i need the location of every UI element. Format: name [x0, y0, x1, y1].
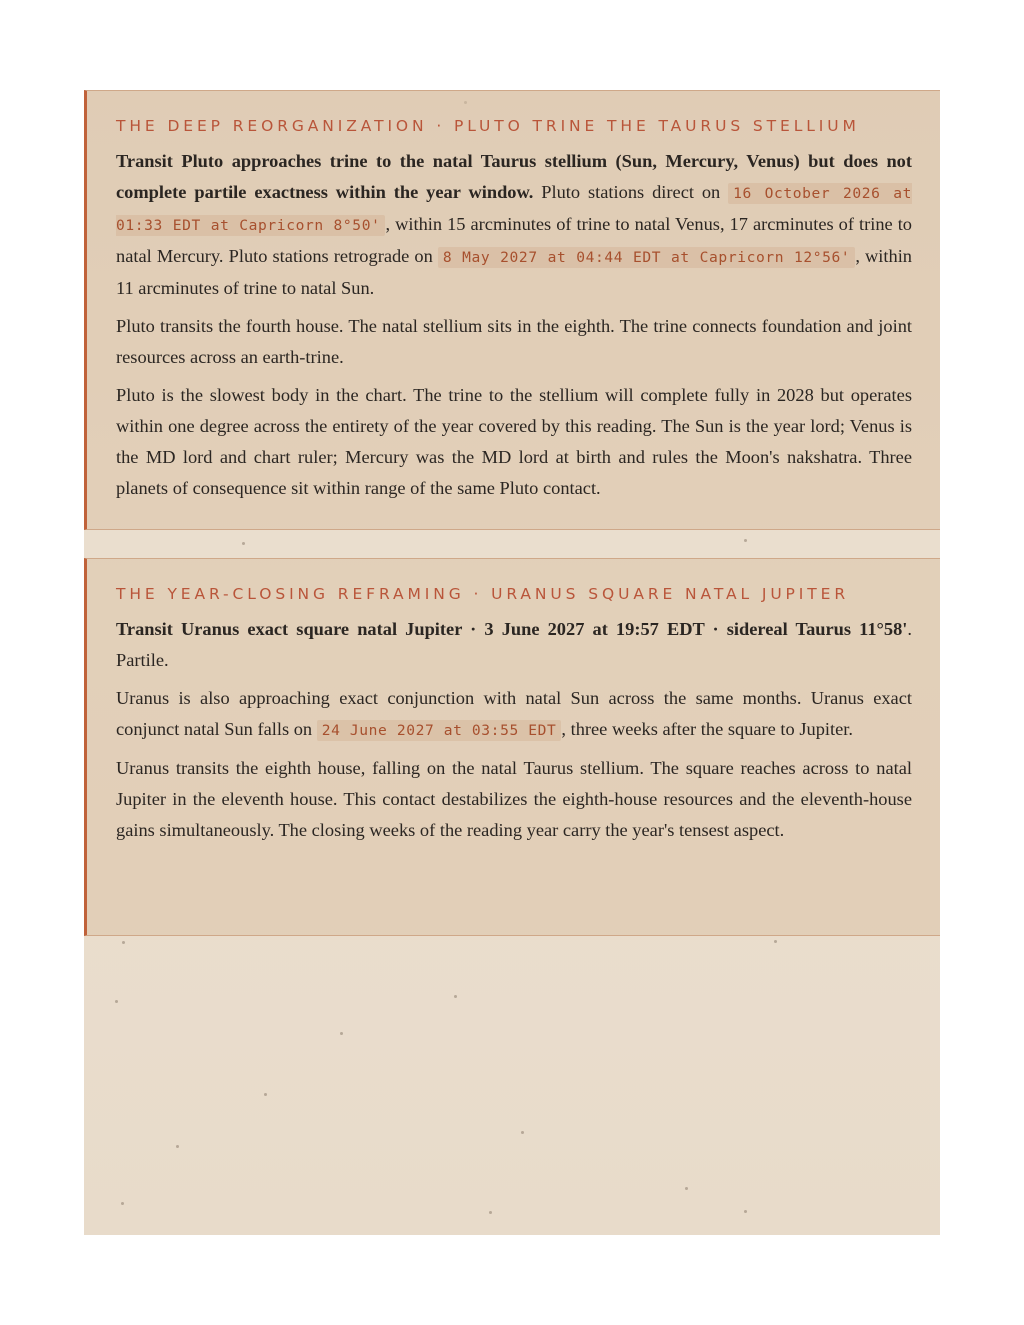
paper-speck — [176, 1145, 179, 1148]
paper-speck — [489, 1211, 492, 1214]
lead-sentence: Transit Pluto approaches trine to the natal Taurus stellium (Sun, Mercury, Venus) but does not complete partile exactness within the year window. — [116, 151, 912, 202]
paper-speck — [340, 1032, 343, 1035]
section-pluto-trine — [84, 90, 940, 530]
lead-sentence: Transit Uranus exact square natal Jupiter · 3 June 2027 at 19:57 EDT · sidereal Taurus 11°58' — [116, 619, 908, 639]
body-text: , within 11 arcminutes of trine to natal Sun. — [116, 246, 913, 298]
paper-speck — [121, 1202, 124, 1205]
paper-speck — [774, 940, 777, 943]
paper-speck — [264, 1093, 267, 1096]
paper-speck — [685, 1187, 688, 1190]
section-heading: THE YEAR-CLOSING REFRAMING · URANUS SQUARE NATAL JUPITER — [116, 585, 850, 603]
paper-speck — [242, 542, 245, 545]
body-text: . Partile. — [116, 619, 912, 670]
section-heading: THE DEEP REORGANIZATION · PLUTO TRINE THE TAURUS STELLIUM — [116, 117, 860, 135]
body-text: Uranus is also approaching exact conjunction with natal Sun across the same months. Uranus exact conjunct natal Sun falls on — [116, 688, 912, 739]
section-paragraph: Pluto is the slowest body in the chart. The trine to the stellium will complete fully in 2028 but operates within one degree across the entirety of the year covered by this reading. The Sun is the year lord; Venus is the MD lord and chart ruler; Mercury was the MD lord at birth and rules the Moon's nakshatra. Three planets of consequence sit within range of the same Pluto contact. — [116, 385, 912, 498]
body-text: , within 15 arcminutes of trine to natal Venus, 17 arcminutes of trine to natal Mercury. Pluto stations retrograde on — [116, 214, 912, 266]
section-uranus-square — [84, 558, 940, 936]
paper-speck — [454, 995, 457, 998]
date-code: 8 May 2027 at 04:44 EDT at Capricorn 12°56' — [438, 247, 855, 268]
section-paragraph — [116, 614, 912, 676]
paper-speck — [115, 1000, 118, 1003]
section-paragraph: Pluto transits the fourth house. The natal stellium sits in the eighth. The trine connects foundation and joint resources across an earth-trine. — [116, 316, 912, 367]
date-code: 16 October 2026 at 01:33 EDT at Capricorn 8°50' — [116, 185, 913, 234]
paper-speck — [122, 941, 125, 944]
paper-speck — [744, 539, 747, 542]
section-paragraph — [116, 683, 912, 746]
paper-speck — [744, 1210, 747, 1213]
document-page — [84, 90, 940, 1235]
paper-speck — [521, 1131, 524, 1134]
body-text: , three weeks after the square to Jupiter. — [561, 719, 853, 739]
date-code: 24 June 2027 at 03:55 EDT — [317, 720, 562, 741]
body-text: Pluto stations direct on — [533, 182, 729, 202]
section-paragraph: Uranus transits the eighth house, falling on the natal Taurus stellium. The square reaches across to natal Jupiter in the eleventh house. This contact destabilizes the eighth-house resources and the eleventh-house gains simultaneously. The closing weeks of the reading year carry the year's tensest aspect. — [116, 758, 912, 840]
section-paragraph — [116, 146, 912, 304]
